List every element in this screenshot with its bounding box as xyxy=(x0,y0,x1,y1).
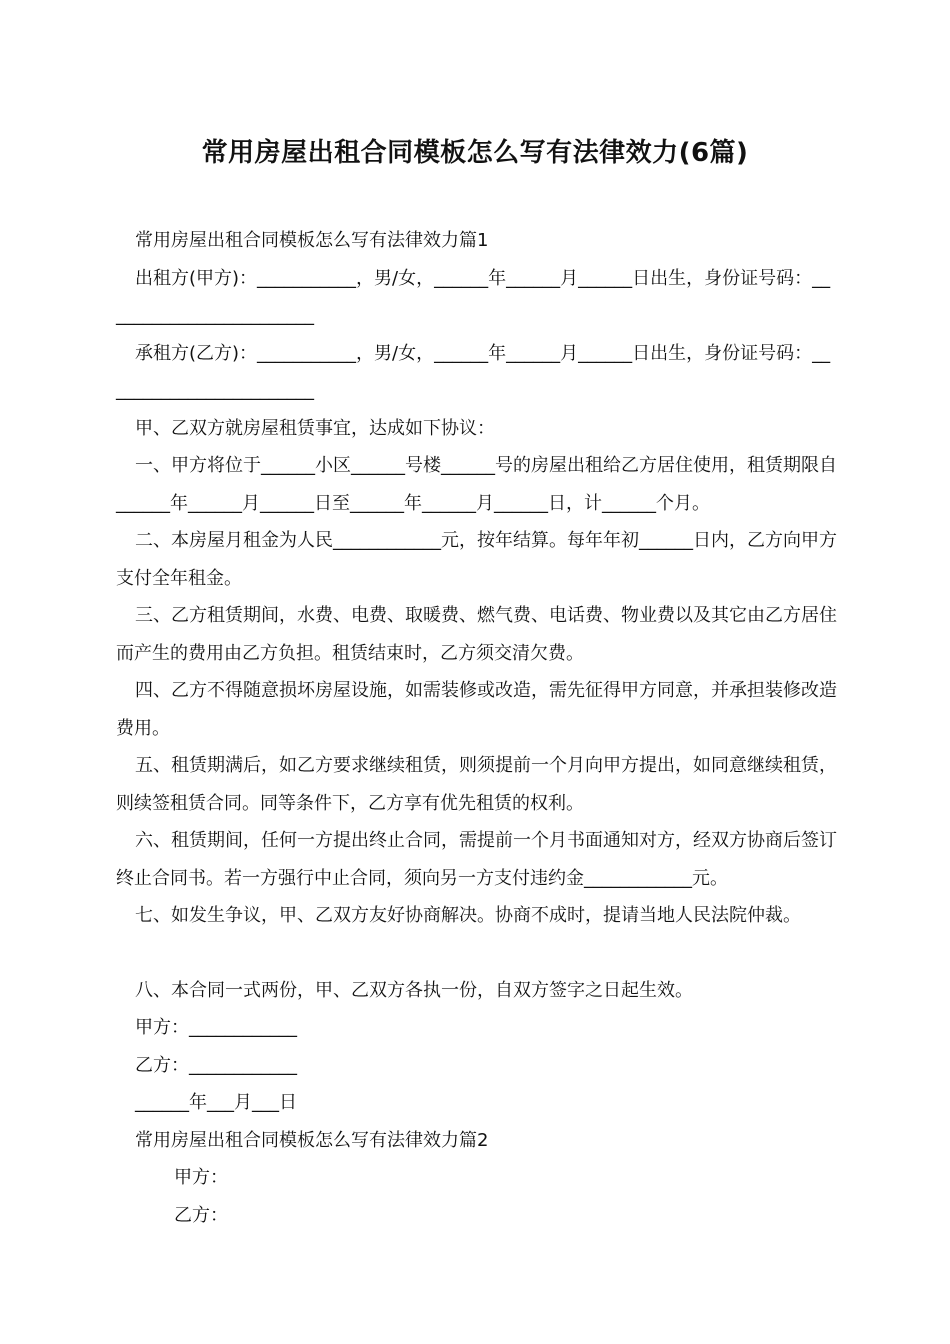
clause-7: 七、如发生争议，甲、乙双方友好协商解决。协商不成时，提请当地人民法院仲裁。 xyxy=(135,905,801,926)
clause-6: 六、租赁期间，任何一方提出终止合同，需提前一个月书面通知对方，经双方协商后签订终止合同书。若一方强行中止合同，须向另一方支付违约金____________元。 xyxy=(116,830,837,889)
signing-date: ______年___月___日 xyxy=(135,1092,297,1113)
lessee-info: 承租方(乙方)：___________，男/女，______年______月______日出生，身份证号码：________________________ xyxy=(116,342,831,401)
section-heading-1: 常用房屋出租合同模板怎么写有法律效力篇1 xyxy=(135,230,489,251)
clause-8: 八、本合同一式两份，甲、乙双方各执一份，自双方签字之日起生效。 xyxy=(135,979,693,1001)
document-body xyxy=(116,222,838,1234)
lessor-info: 出租方(甲方)：___________，男/女，______年______月______日出生，身份证号码：________________________ xyxy=(116,267,831,326)
party-a-label: 甲方： xyxy=(174,1167,228,1188)
clause-4: 四、乙方不得随意损坏房屋设施，如需装修或改造，需先征得甲方同意，并承担装修改造费用。 xyxy=(116,680,837,739)
paragraph-gap xyxy=(116,935,838,972)
clause-5: 五、租赁期满后，如乙方要求继续租赁，则须提前一个月向甲方提出，如同意继续租赁，则续签租赁合同。同等条件下，乙方享有优先租赁的权利。 xyxy=(116,755,837,814)
party-a-signature: 甲方：____________ xyxy=(135,1017,297,1038)
agreement-intro: 甲、乙双方就房屋租赁事宜，达成如下协议： xyxy=(135,417,495,439)
clause-3: 三、乙方租赁期间，水费、电费、取暖费、燃气费、电话费、物业费以及其它由乙方居住而产生的费用由乙方负担。租赁结束时，乙方须交清欠费。 xyxy=(116,605,837,664)
party-b-label: 乙方： xyxy=(174,1204,228,1226)
section-heading-2: 常用房屋出租合同模板怎么写有法律效力篇2 xyxy=(135,1129,489,1151)
party-b-signature: 乙方：____________ xyxy=(135,1054,297,1076)
clause-1: 一、甲方将位于______小区______号楼______号的房屋出租给乙方居住使用，租赁期限自______年______月______日至______年______月______日，计______个月。 xyxy=(116,455,837,514)
document-title: 常用房屋出租合同模板怎么写有法律效力(6篇) xyxy=(201,138,749,168)
clause-2: 二、本房屋月租金为人民____________元，按年结算。每年年初______日内，乙方向甲方支付全年租金。 xyxy=(116,530,837,589)
